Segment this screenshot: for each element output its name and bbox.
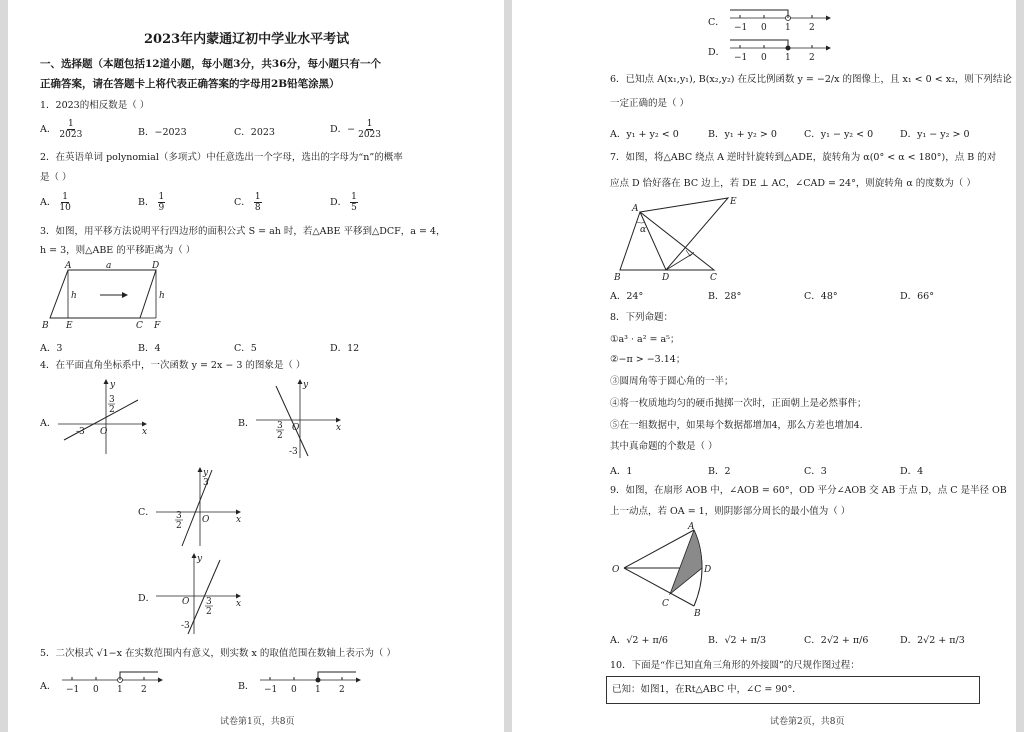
tick-label: -3: [289, 447, 298, 457]
label-b: B: [694, 609, 701, 619]
question-1-option-b[interactable]: B．−2023: [138, 127, 187, 138]
option-label: A．: [40, 197, 57, 208]
question-8-stem: 8．下列命题：: [610, 312, 674, 323]
question-2-option-b[interactable]: [138, 192, 165, 213]
proposition-2: ②−π > −3.14；: [610, 354, 686, 365]
question-4-option-c-label[interactable]: C．: [138, 507, 155, 518]
number-line-option-a: [58, 668, 168, 694]
numerator: 1: [67, 119, 74, 129]
fraction: [158, 192, 166, 213]
question-1-option-d[interactable]: [330, 119, 381, 140]
question-3-option-c[interactable]: C．5: [234, 343, 257, 354]
tick-label: 2: [109, 405, 115, 415]
graph-option-d: [156, 552, 246, 636]
sector-diagram: [610, 522, 730, 618]
option-label: C．: [234, 197, 251, 208]
question-4-stem: 4．在平面直角坐标系中，一次函数 y = 2x − 3 的图象是（ ）: [40, 360, 306, 371]
axis-label-y: y: [203, 468, 209, 478]
question-4-option-b-label[interactable]: B．: [238, 418, 255, 429]
tick-label: 0: [93, 685, 99, 695]
tick-label: 3: [203, 478, 209, 488]
question-3-option-a[interactable]: A．3: [40, 343, 63, 354]
tick-label: 0: [291, 685, 297, 695]
tick-label: 2: [206, 607, 212, 617]
question-6-stem-line-2: 一定正确的是（ ）: [610, 98, 690, 109]
question-5-stem: 5．二次根式 √1−x 在实数范围内有意义，则实数 x 的取值范围在数轴上表示为（ ）: [40, 648, 396, 659]
tick-label: 2: [176, 521, 182, 531]
label-a-vertex: A: [65, 261, 72, 271]
label-o: O: [612, 565, 620, 575]
denominator: 2023: [358, 130, 382, 140]
numerator: 1: [366, 119, 373, 129]
axis-label-y: y: [110, 380, 116, 390]
number-line-option-b: [256, 668, 366, 694]
tick-label: 2: [809, 23, 815, 33]
question-6-option-b[interactable]: B．y₁ + y₂ > 0: [708, 129, 777, 140]
question-3-stem-line-1: 3．如图，用平移方法说明平行四边形的面积公式 S = ah 时，若△ABE 平移到△DCF，a = 4，: [40, 226, 446, 237]
question-2-option-c[interactable]: [234, 192, 262, 213]
tick-label: −1: [264, 685, 278, 695]
page-footer: 试卷第1页，共8页: [220, 717, 295, 727]
question-9-option-a[interactable]: A．√2 + π/6: [610, 635, 668, 646]
question-8-option-a[interactable]: A．1: [610, 466, 633, 477]
label-b: B: [614, 273, 621, 283]
question-3-option-d[interactable]: D．12: [330, 343, 360, 354]
question-9-option-d[interactable]: D．2√2 + π/3: [900, 635, 965, 646]
label-d: D: [662, 273, 670, 283]
label-d: D: [704, 565, 712, 575]
question-8-option-d[interactable]: D．4: [900, 466, 924, 477]
question-1-option-a[interactable]: [40, 119, 82, 140]
proposition-4: ④将一枚质地均匀的硬币抛掷一次时，正面朝上是必然事件；: [610, 398, 867, 409]
label-h-right: h: [159, 291, 165, 301]
fraction: [358, 119, 381, 140]
label-e: E: [730, 197, 737, 207]
question-6-stem-line-1: 6．已知点 A(x₁,y₁), B(x₂,y₂) 在反比例函数 y = −2/x 的图像上，且 x₁ < 0 < x₂，则下列结论: [610, 74, 1012, 85]
origin-label: O: [292, 423, 300, 433]
axis-label-x: x: [142, 427, 148, 437]
fraction: [350, 192, 358, 213]
question-7-option-a[interactable]: A．24°: [610, 291, 644, 302]
denominator: 9: [158, 203, 165, 213]
label-b-vertex: B: [42, 321, 49, 331]
exam-title: 2023年内蒙通辽初中学业水平考试: [144, 32, 350, 47]
fraction: [59, 192, 70, 213]
question-3-option-b[interactable]: B．4: [138, 343, 161, 354]
tick-label: 0: [761, 53, 767, 63]
question-6-option-c[interactable]: C．y₁ − y₂ < 0: [804, 129, 874, 140]
tick-label: 3: [277, 421, 283, 431]
question-8-ask: 其中真命题的个数是（ ）: [610, 441, 718, 452]
label-side-a: a: [106, 261, 112, 271]
axis-label-x: x: [236, 599, 242, 609]
numerator: 1: [254, 192, 261, 202]
section-heading-line-1: 一、选择题（本题包括12道小题，每小题3分，共36分，每小题只有一个: [40, 58, 382, 70]
question-7-option-d[interactable]: D．66°: [900, 291, 934, 302]
question-7-option-b[interactable]: B．28°: [708, 291, 742, 302]
question-7-stem-line-2: 应点 D 恰好落在 BC 边上，若 DE ⊥ AC，∠CAD = 24°，则旋转角 α 的度数为（ ）: [610, 178, 976, 189]
denominator: 5: [351, 203, 357, 213]
tick-label: −1: [66, 685, 80, 695]
tick-label: 3: [176, 511, 182, 521]
label-a: A: [688, 522, 695, 532]
fraction: [59, 119, 82, 140]
option-label: D．−: [330, 124, 356, 135]
tick-label: −1: [734, 53, 748, 63]
question-10-stem: 10．下面是“作已知直角三角形的外接圆”的尺规作图过程：: [610, 660, 860, 671]
question-1-option-c[interactable]: C．2023: [234, 127, 275, 138]
question-8-option-b[interactable]: B．2: [708, 466, 731, 477]
tick-label: -3: [76, 427, 85, 437]
question-9-option-c[interactable]: C．2√2 + π/6: [804, 635, 869, 646]
tick-label: 1: [315, 685, 321, 695]
tick-label: 1: [785, 53, 791, 63]
label-alpha: α: [640, 225, 647, 235]
question-7-option-c[interactable]: C．48°: [804, 291, 838, 302]
label-h-left: h: [71, 291, 77, 301]
label-c-vertex: C: [136, 321, 143, 331]
section-heading-line-2: 正确答案，请在答题卡上将代表正确答案的字母用2B铅笔涂黑）: [40, 78, 340, 90]
question-6-option-a[interactable]: A．y₁ + y₂ < 0: [610, 129, 679, 140]
tick-label: 2: [277, 431, 283, 441]
given-condition-text: 已知：如图1，在Rt△ABC 中，∠C = 90°．: [612, 684, 802, 695]
numerator: 1: [158, 192, 165, 202]
question-4-option-d-label[interactable]: D．: [138, 593, 156, 604]
proposition-1: ①a³ · a² = a⁵；: [610, 334, 680, 345]
question-2-option-a[interactable]: [40, 192, 71, 213]
denominator: 8: [254, 203, 261, 213]
option-label: D．: [330, 197, 348, 208]
option-label: B．: [138, 197, 155, 208]
question-1-stem: 1．2023的相反数是（ ）: [40, 100, 150, 111]
axis-label-y: y: [197, 554, 203, 564]
tick-label: 2: [809, 53, 815, 63]
graph-option-a: [58, 378, 148, 456]
page-footer: 试卷第2页，共8页: [770, 717, 845, 727]
rotation-triangle-diagram: [610, 194, 740, 284]
question-8-option-c[interactable]: C．3: [804, 466, 827, 477]
question-2-option-d[interactable]: [330, 192, 358, 213]
tick-label: 0: [761, 23, 767, 33]
question-5-option-d-label[interactable]: D．: [708, 47, 726, 58]
tick-label: −1: [734, 23, 748, 33]
denominator: 10: [59, 203, 71, 213]
tick-label: 3: [206, 597, 212, 607]
axis-label-y: y: [303, 380, 309, 390]
parallelogram-diagram: [40, 262, 180, 334]
tick-label: 3: [109, 395, 115, 405]
axis-label-x: x: [236, 515, 242, 525]
denominator: 2023: [59, 130, 83, 140]
axis-label-x: x: [336, 423, 342, 433]
question-7-stem-line-1: 7．如图，将△ABC 绕点 A 逆时针旋转到△ADE，旋转角为 α(0° < α < 180°)，点 B 的对: [610, 152, 997, 163]
question-5-option-b-label[interactable]: B．: [238, 681, 255, 692]
question-5-option-a-label[interactable]: A．: [40, 681, 57, 692]
question-9-option-b[interactable]: B．√2 + π/3: [708, 635, 767, 646]
origin-label: O: [182, 597, 190, 607]
question-9-stem-line-1: 9．如图，在扇形 AOB 中，∠AOB = 60°，OD 平分∠AOB 交 AB 于点 D，点 C 是半径 OB: [610, 485, 1007, 496]
question-5-option-c-label[interactable]: C．: [708, 17, 725, 28]
question-4-option-a-label[interactable]: A．: [40, 418, 57, 429]
option-label: A．: [40, 124, 57, 135]
question-3-stem-line-2: h = 3，则△ABE 的平移距离为（ ）: [40, 245, 196, 256]
origin-label: O: [202, 515, 210, 525]
question-2-stem-line-2: 是（ ）: [40, 172, 72, 183]
number-line-option-c: [726, 6, 836, 32]
graph-option-c: [156, 466, 246, 548]
proposition-3: ③圆周角等于圆心角的一半；: [610, 376, 734, 387]
question-2-stem-line-1: 2．在英语单词 polynomial（多项式）中任意选出一个字母，选出的字母为“n”的概率: [40, 152, 403, 163]
tick-label: 2: [339, 685, 345, 695]
question-9-stem-line-2: 上一动点，若 OA = 1，则阴影部分周长的最小值为（ ）: [610, 506, 851, 517]
proposition-5: ⑤在一组数据中，如果每个数据都增加4，那么方差也增加4.: [610, 420, 863, 431]
graph-option-b: [256, 378, 346, 460]
label-d-vertex: D: [152, 261, 160, 271]
fraction: [254, 192, 262, 213]
exam-page-1: [8, 0, 504, 732]
question-6-option-d[interactable]: D．y₁ − y₂ > 0: [900, 129, 970, 140]
number-line-option-d: [726, 36, 836, 62]
tick-label: 1: [117, 685, 123, 695]
label-e-vertex: E: [66, 321, 73, 331]
numerator: 1: [62, 192, 68, 202]
exam-page-2: [512, 0, 1016, 732]
tick-label: 2: [141, 685, 147, 695]
tick-label: -3: [181, 621, 190, 631]
label-c: C: [662, 599, 669, 609]
label-a: A: [632, 204, 639, 214]
tick-label: 1: [785, 23, 791, 33]
origin-label: O: [100, 427, 108, 437]
label-c: C: [710, 273, 717, 283]
label-f-vertex: F: [154, 321, 161, 331]
numerator: 1: [351, 192, 357, 202]
